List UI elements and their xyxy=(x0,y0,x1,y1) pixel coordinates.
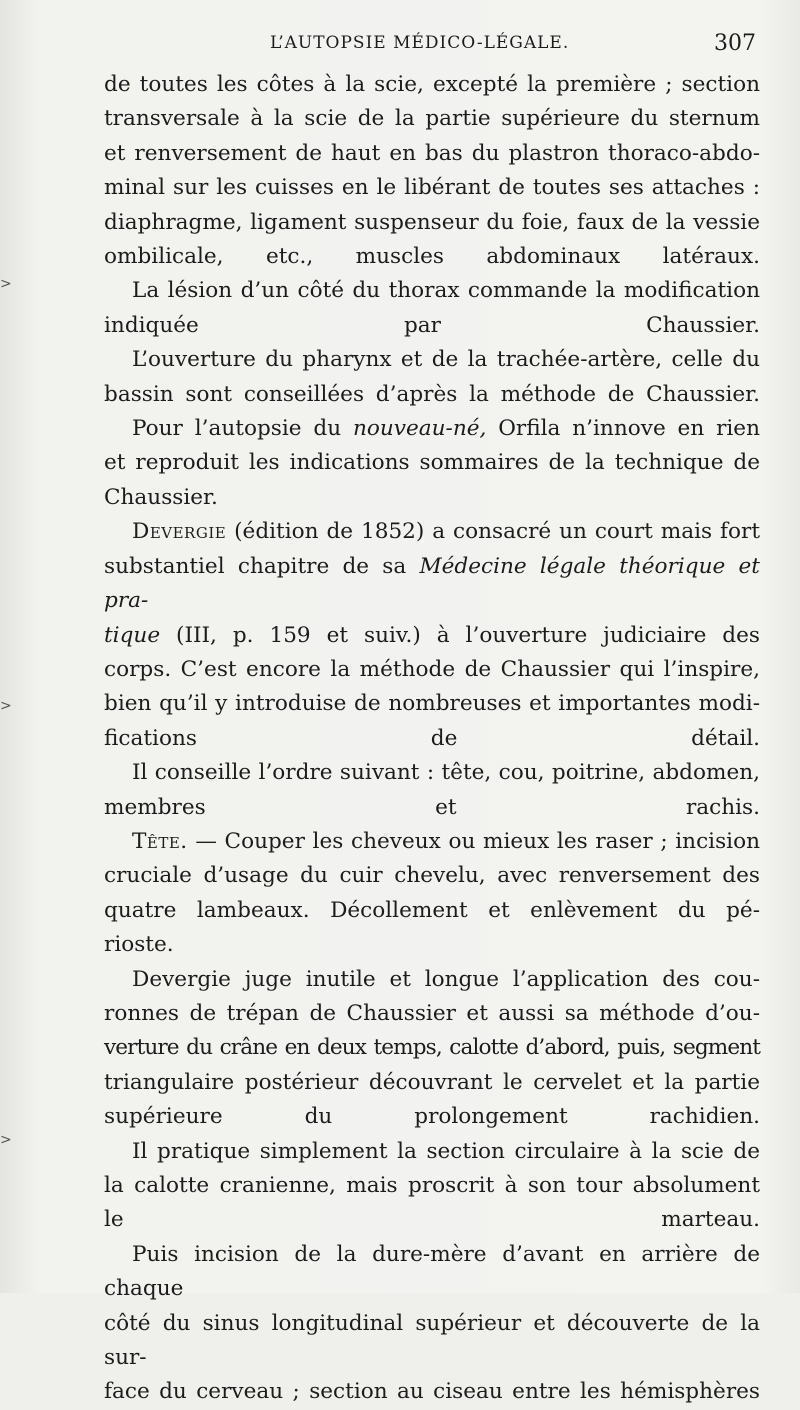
text-line: minal sur les cuisses en le libérant de toutes ses attaches : xyxy=(104,175,760,201)
text-fragment: (III, p. 159 et suiv.) à l’ouverture judiciaire des xyxy=(160,622,760,648)
text-fragment: (édition de 1852) a consacré un court mais fort xyxy=(226,519,760,545)
margin-mark: > xyxy=(0,698,12,714)
section-heading: Tête. xyxy=(132,828,188,854)
text-line: le marteau. xyxy=(104,1207,760,1233)
paragraph xyxy=(104,274,760,343)
text-line: ombilicale, etc., muscles abdominaux latéraux. xyxy=(104,244,760,270)
text-line: corps. C’est encore la méthode de Chaussier qui l’inspire, xyxy=(104,656,760,682)
author-name: Devergie xyxy=(132,519,227,545)
text-line: membres et rachis. xyxy=(104,794,760,820)
text-line: verture du crâne en deux temps, calotte d’abord, puis, segment xyxy=(104,1035,760,1061)
text-line: quatre lambeaux. Décollement et enlèvement du pé- xyxy=(104,897,760,923)
text-line: face du cerveau ; section au ciseau entre les hémisphères xyxy=(104,1379,760,1405)
text-line: côté du sinus longitudinal supérieur et découverte de la sur- xyxy=(104,1310,760,1371)
book-title: tique xyxy=(104,622,161,648)
paragraph xyxy=(104,1238,760,1410)
text-line: Chaussier. xyxy=(104,484,218,510)
paragraph xyxy=(104,515,760,756)
text-line: et reproduit les indications sommaires de la technique de xyxy=(104,450,760,476)
text-line: rioste. xyxy=(104,932,174,958)
text-fragment: substantiel chapitre de sa xyxy=(104,553,420,579)
text-line: transversale à la scie de la partie supérieure du sternum xyxy=(104,106,760,132)
text-line: ronnes de trépan de Chaussier et aussi sa méthode d’ou- xyxy=(104,1000,760,1026)
text-line: triangulaire postérieur découvrant le cervelet et la partie xyxy=(104,1069,760,1095)
italic-text: nouveau-né, xyxy=(352,416,487,442)
text-line: La lésion d’un côté du thorax commande la modification xyxy=(132,278,760,304)
paragraph xyxy=(104,963,760,1135)
text-line: fications de détail. xyxy=(104,725,760,751)
text-line: Il conseille l’ordre suivant : tête, cou, poitrine, abdomen, xyxy=(132,760,760,786)
text-line: supérieure du prolongement rachidien. xyxy=(104,1104,760,1130)
body-text xyxy=(104,68,760,1410)
paragraph xyxy=(104,343,760,412)
margin-mark: > xyxy=(0,276,12,292)
paragraph xyxy=(104,68,760,274)
text-line: L’ouverture du pharynx et de la trachée-artère, celle du xyxy=(132,347,760,373)
book-title: Médecine légale théorique et pra- xyxy=(104,553,760,614)
text-fragment: — Couper les cheveux ou mieux les raser ; incision xyxy=(187,828,760,854)
text-line: de toutes les côtes à la scie, excepté la première ; section xyxy=(104,72,760,97)
text-line: et renversement de haut en bas du plastron thoraco-abdo- xyxy=(104,140,760,166)
text-fragment: Orfila n’innove en rien xyxy=(486,416,760,442)
running-head xyxy=(0,33,800,57)
paragraph xyxy=(104,756,760,825)
text-line: bassin sont conseillées d’après la méthode de Chaussier. xyxy=(104,381,760,407)
text-line: Devergie juge inutile et longue l’application des cou- xyxy=(132,966,760,992)
paragraph xyxy=(104,1135,760,1238)
margin-mark: > xyxy=(0,1132,12,1148)
text-line: Puis incision de la dure-mère d’avant en arrière de chaque xyxy=(104,1241,760,1302)
text-line: bien qu’il y introduise de nombreuses et importantes modi- xyxy=(104,691,760,717)
text-fragment: Pour l’autopsie du xyxy=(132,416,353,442)
running-title: L’AUTOPSIE MÉDICO-LÉGALE. xyxy=(270,33,570,53)
text-line: diaphragme, ligament suspenseur du foie, faux de la vessie xyxy=(104,209,760,235)
text-line: indiquée par Chaussier. xyxy=(104,312,760,338)
paragraph xyxy=(104,412,760,515)
text-line: cruciale d’usage du cuir chevelu, avec renversement des xyxy=(104,863,760,889)
page-number: 307 xyxy=(714,31,756,56)
text-line: Il pratique simplement la section circulaire à la scie de xyxy=(132,1138,760,1164)
text-line: la calotte cranienne, mais proscrit à son tour absolument xyxy=(104,1173,760,1198)
paragraph xyxy=(104,825,760,963)
